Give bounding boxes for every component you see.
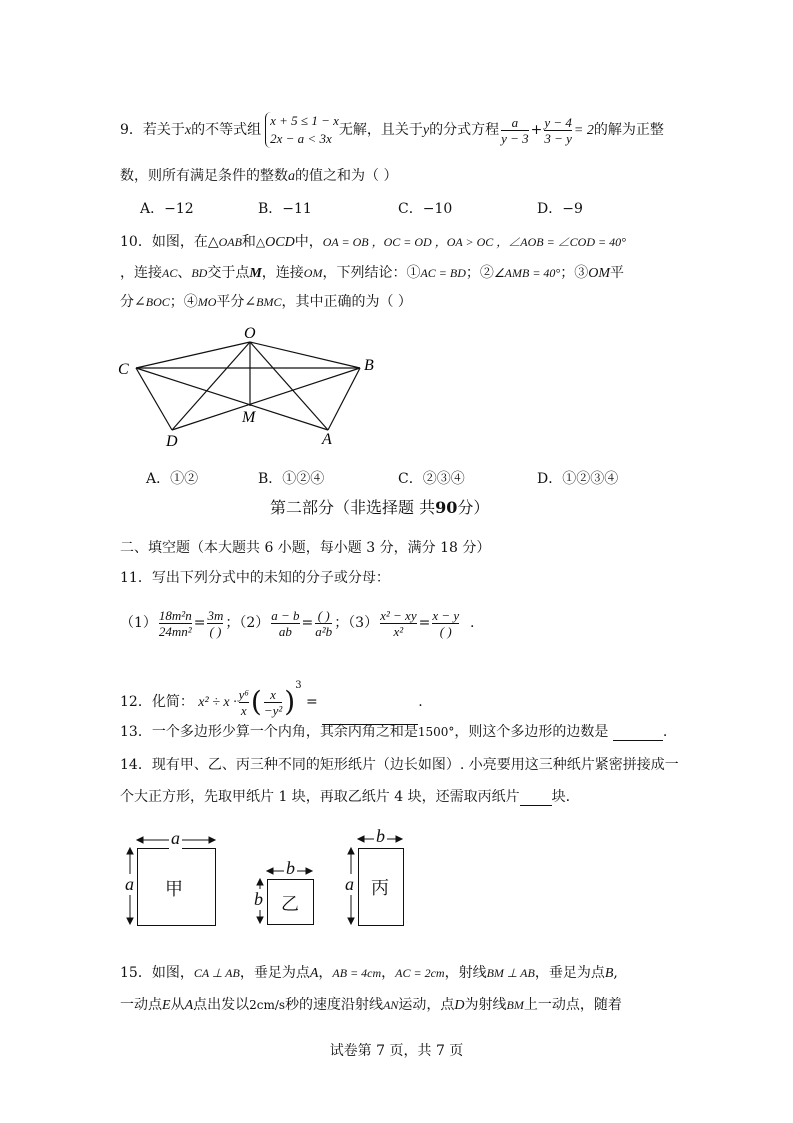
denominator: a²b bbox=[315, 623, 333, 639]
q10-text: ，连接 bbox=[120, 265, 162, 281]
segment-om: OM bbox=[303, 266, 323, 280]
q13-answer-blank[interactable] bbox=[613, 724, 663, 741]
denominator: x² bbox=[380, 623, 416, 639]
fraction-y4-over-3y bbox=[544, 115, 572, 146]
denominator: −y² bbox=[263, 702, 283, 718]
q9-text: 的分式方程 bbox=[429, 122, 500, 138]
q10-text: 10．如图，在△ bbox=[120, 234, 219, 250]
fraction bbox=[159, 608, 192, 639]
denominator: y − 3 bbox=[501, 130, 529, 146]
inequality-2: 2x − a < 3x bbox=[270, 131, 332, 146]
q15-text: 从 bbox=[170, 997, 185, 1013]
q10-text: 中， bbox=[294, 234, 323, 250]
numerator: x bbox=[270, 686, 276, 702]
fraction bbox=[264, 687, 282, 718]
q9-text: 若关于 bbox=[142, 122, 185, 138]
q15-speed: 2cm/s bbox=[249, 998, 286, 1012]
q9-option-c[interactable]: C．−10 bbox=[398, 201, 453, 217]
q15-cond: CA ⊥ AB bbox=[193, 966, 240, 980]
fraction bbox=[380, 608, 416, 639]
equals: = bbox=[306, 694, 318, 710]
var-a: a bbox=[288, 169, 295, 184]
q9-option-d[interactable]: D．−9 bbox=[537, 201, 583, 217]
blank-denominator[interactable]: ( ) bbox=[209, 623, 222, 639]
blank-numerator[interactable]: ( ) bbox=[317, 607, 330, 623]
q15-text: ，垂足为点 bbox=[534, 965, 605, 981]
denominator: 3 − y bbox=[544, 130, 572, 146]
point-a: A bbox=[309, 966, 319, 981]
numerator: 18m²n bbox=[158, 607, 192, 623]
q10-geometry-figure bbox=[110, 320, 390, 450]
q13-text: 13．一个多边形少算一个内角，其余内角之和是 bbox=[120, 724, 418, 740]
q15-line1 bbox=[120, 962, 618, 982]
var-x: x bbox=[184, 123, 192, 138]
q15-text: ， bbox=[381, 965, 396, 981]
q10-text: ；④ bbox=[169, 294, 198, 310]
part2-score: 90 bbox=[435, 498, 458, 517]
q15-text: 上一动点，随着 bbox=[523, 997, 622, 1013]
point-a: A bbox=[184, 998, 194, 1013]
part2-text: 第二部分（非选择题 共 bbox=[270, 498, 436, 517]
q13-text: ，则这个多边形的边数是 bbox=[454, 724, 609, 740]
q9-text: 的解为正整 bbox=[593, 122, 664, 138]
fraction bbox=[239, 687, 249, 718]
numerator: a bbox=[511, 114, 519, 130]
conclusion-4: MO bbox=[197, 295, 217, 309]
fraction bbox=[432, 608, 459, 639]
q15-text: 15．如图， bbox=[120, 965, 194, 981]
q11-part3: ；（3） bbox=[334, 615, 379, 631]
plus-sign: + bbox=[530, 122, 543, 138]
q10-text: ；② bbox=[465, 265, 494, 281]
label-d: D bbox=[166, 433, 178, 450]
q11-part2: ；（2） bbox=[225, 615, 270, 631]
triangle-oab: OAB bbox=[218, 235, 242, 249]
conclusion-2: ∠AMB = 40° bbox=[493, 266, 561, 280]
part2-text: 分） bbox=[457, 498, 490, 517]
numerator: y − 4 bbox=[544, 114, 572, 130]
yi-height-label: b bbox=[254, 889, 263, 909]
ray-an: AN bbox=[383, 998, 399, 1012]
q10-option-c[interactable]: C．②③④ bbox=[398, 471, 465, 487]
q10-text: ，下列结论：① bbox=[322, 265, 421, 281]
q15-text: 点出发以 bbox=[193, 997, 250, 1013]
q9-line2 bbox=[120, 165, 397, 185]
label-m: M bbox=[242, 409, 256, 426]
segment-bd: BD bbox=[191, 266, 208, 280]
q10-text: 交于点 bbox=[207, 265, 250, 281]
paper-jia-label: 甲 bbox=[165, 879, 183, 900]
segment-oc bbox=[136, 342, 250, 368]
label-o: O bbox=[244, 325, 256, 342]
q9-text: 的不等式组 bbox=[191, 122, 262, 138]
period: . bbox=[470, 615, 475, 631]
angle-boc: BOC bbox=[145, 295, 170, 309]
q10-text: ；③ bbox=[560, 265, 589, 281]
numerator: x − y bbox=[432, 607, 460, 623]
point-b: B bbox=[604, 966, 614, 981]
q15-text: ， bbox=[318, 965, 333, 981]
point-m: M bbox=[249, 266, 262, 281]
paper-bing-label: 丙 bbox=[371, 878, 389, 899]
q15-text: 一动点 bbox=[120, 997, 162, 1013]
bing-height-label: a bbox=[345, 874, 354, 894]
q14-text: 个大正方形，先取甲纸片 1 块，再取乙纸片 4 块，还需取丙纸片 bbox=[120, 789, 520, 805]
q9-line1 bbox=[120, 110, 664, 150]
q10-text: ，连接 bbox=[261, 265, 304, 281]
fraction bbox=[315, 608, 332, 639]
q15-text: , bbox=[613, 965, 618, 981]
numerator: 3m bbox=[207, 607, 224, 623]
segment-ca bbox=[136, 368, 328, 430]
segment-ob bbox=[250, 342, 360, 368]
q10-line2 bbox=[120, 262, 624, 282]
q15-cond: AB = 4cm bbox=[332, 966, 382, 980]
numerator: x² − xy bbox=[380, 607, 417, 623]
q12-prompt: 12．化简： bbox=[120, 694, 194, 710]
var-y: y bbox=[422, 123, 430, 138]
q9-option-b[interactable]: B．−11 bbox=[258, 201, 312, 217]
q9-option-a[interactable]: A．−12 bbox=[140, 201, 194, 217]
blank-denominator[interactable]: ( ) bbox=[432, 623, 459, 639]
inequality-system bbox=[265, 112, 339, 148]
q15-text: 为射线 bbox=[464, 997, 507, 1013]
numerator: y⁶ bbox=[238, 686, 249, 702]
conclusion-1: AC = BD bbox=[420, 266, 466, 280]
q13-line bbox=[120, 721, 667, 741]
q14-line2 bbox=[120, 786, 570, 806]
part2-heading bbox=[270, 495, 489, 518]
q14-answer-blank[interactable] bbox=[520, 789, 552, 806]
q10-option-a[interactable]: A．①② bbox=[146, 471, 199, 487]
point-d: D bbox=[454, 998, 465, 1013]
q10-text: 分∠ bbox=[120, 294, 146, 310]
denominator: 24mn² bbox=[158, 623, 192, 639]
fraction-a-over-y3 bbox=[501, 115, 529, 146]
inequality-1: x + 5 ≤ 1 − x bbox=[270, 113, 339, 128]
q10-option-d[interactable]: D．①②③④ bbox=[537, 471, 619, 487]
q10-option-b[interactable]: B．①②④ bbox=[258, 471, 325, 487]
denominator: x bbox=[239, 702, 249, 718]
page-footer: 试卷第 7 页，共 7 页 bbox=[329, 1043, 464, 1059]
q10-text: 平 bbox=[610, 265, 624, 281]
equals-2: = 2 bbox=[573, 123, 594, 138]
q11-expressions: （1） $\frac{\text{18m²n}}{\text{24mn²}}$ = $\frac{3m}{( )}$ ；（2） $\frac{a - b}{ab}$ = $\frac{( )}{\text{a²b}}$ ；（3） $\frac{\text{x² − xy}}{\text{x²}}$ = $\frac{x - y}{( )}$ . bbox=[120, 607, 475, 639]
q9-text: 的值之和为（ ） bbox=[295, 168, 398, 184]
paper-yi-label: 乙 bbox=[281, 894, 299, 915]
q13-angle-sum: 1500° bbox=[417, 725, 455, 739]
exponent: 3 bbox=[295, 680, 302, 691]
q15-line2 bbox=[120, 994, 622, 1014]
q12-line: 12．化简： x² ÷ x · $\frac{\text{y⁶}}{x}$ ( $\frac{x}{\text{−y²}}$ )$^3$ = . bbox=[120, 664, 423, 708]
q10-text: 和 bbox=[241, 234, 256, 250]
denominator: ab bbox=[271, 623, 299, 639]
q15-cond: BM ⊥ AB bbox=[486, 966, 535, 980]
period: . bbox=[418, 694, 423, 710]
q15-cond: AC = 2cm bbox=[395, 966, 445, 980]
q10-line3 bbox=[120, 291, 412, 311]
fraction bbox=[271, 608, 299, 639]
period: . bbox=[662, 724, 668, 740]
label-c: C bbox=[118, 361, 129, 378]
jia-width-label: a bbox=[171, 828, 180, 848]
jia-height-label: a bbox=[125, 874, 134, 894]
q15-text: 秒的速度沿射线 bbox=[285, 997, 384, 1013]
q9-number: 9． bbox=[120, 122, 143, 138]
bing-width-label: b bbox=[376, 826, 385, 846]
triangle-ocd: OCD bbox=[265, 235, 295, 250]
q10-text: ，其中正确的为（ ） bbox=[281, 294, 412, 310]
fraction bbox=[207, 608, 223, 639]
label-b: B bbox=[364, 357, 374, 374]
q14-line1: 14．现有甲、乙、丙三种不同的矩形纸片（边长如图）. 小亮要用这三种纸片紧密拼接成一 bbox=[120, 757, 679, 773]
q15-text: ，射线 bbox=[444, 965, 487, 981]
q10-text: 平分∠ bbox=[216, 294, 257, 310]
point-e: E bbox=[162, 998, 171, 1013]
q15-text: ，垂足为点 bbox=[239, 965, 310, 981]
q10-conditions: OA = OB ，OC = OD ，OA > OC ，∠AOB = ∠COD = 40° bbox=[322, 235, 626, 249]
ray-bm: BM bbox=[506, 998, 524, 1012]
numerator: a − b bbox=[271, 607, 300, 623]
q11-part1: （1） bbox=[120, 615, 157, 631]
section2-heading: 二、填空题（本大题共 6 小题，每小题 3 分，满分 18 分） bbox=[120, 540, 491, 556]
q14-text: 块. bbox=[551, 789, 571, 805]
q9-text: 无解，且关于 bbox=[338, 122, 423, 138]
q11-prompt: 11．写出下列分式中的未知的分子或分母： bbox=[120, 570, 390, 586]
q10-text: 、 bbox=[177, 265, 192, 281]
q9-text: 数，则所有满足条件的整数 bbox=[120, 168, 288, 184]
yi-width-label: b bbox=[286, 858, 295, 878]
angle-bmc: BMC bbox=[256, 295, 282, 309]
conclusion-3: OM bbox=[588, 266, 610, 281]
q10-line1: 10．如图，在△OAB和△OCD中，OA = OB ，OC = OD ，OA > OC ，∠AOB = ∠COD = 40° bbox=[120, 234, 626, 250]
q15-text: 运动，点 bbox=[398, 997, 455, 1013]
segment-ac: AC bbox=[162, 266, 178, 280]
q12-expr: x² ÷ x · bbox=[198, 695, 237, 710]
label-a: A bbox=[322, 431, 332, 448]
